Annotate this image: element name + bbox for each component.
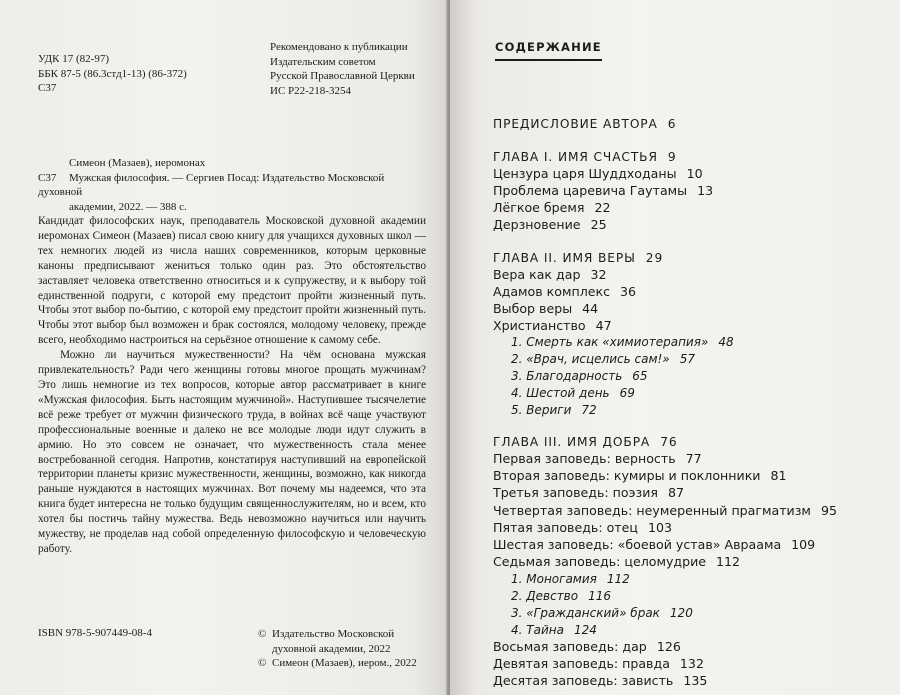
toc-entry xyxy=(493,520,672,536)
toc-title: 5. Вериги xyxy=(511,403,572,417)
toc-subentry xyxy=(511,402,597,418)
toc-subentry xyxy=(511,385,635,401)
toc-title: 3. «Гражданский» брак xyxy=(511,606,660,620)
udk-block xyxy=(38,52,187,96)
toc-title: Дерзновение xyxy=(493,217,581,232)
biblio-title: Мужская философия. — Сергиев Посад: Издательство Московской духовной xyxy=(38,171,385,198)
toc-title: Третья заповедь: поэзия xyxy=(493,485,658,500)
toc-page-number: 22 xyxy=(594,200,611,215)
left-page xyxy=(0,0,448,695)
biblio-imprint: академии, 2022. — 388 с. xyxy=(69,200,187,213)
copyright-entry xyxy=(258,627,417,656)
toc-title: Христианство xyxy=(493,318,586,333)
toc-title: Восьмая заповедь: дар xyxy=(493,639,647,654)
udk-code: УДК 17 (82-97) xyxy=(38,53,110,65)
copyright-line: духовной академии, 2022 xyxy=(272,642,391,655)
toc-entry xyxy=(493,200,611,216)
toc-subentry xyxy=(511,588,611,604)
copyright-block xyxy=(258,627,417,671)
toc-entry xyxy=(493,166,703,182)
toc-title: ПРЕДИСЛОВИЕ АВТОРА xyxy=(493,117,658,131)
recommendation-line: Рекомендовано к публикации xyxy=(270,41,408,53)
toc-title: Десятая заповедь: зависть xyxy=(493,673,674,688)
toc-page-number: 135 xyxy=(683,673,708,688)
copyright-line: Симеон (Мазаев), иером., 2022 xyxy=(272,657,417,669)
bibliographic-record xyxy=(38,156,423,214)
toc-page-number: 29 xyxy=(645,251,664,265)
toc-entry xyxy=(493,318,612,334)
toc-title: 2. Девство xyxy=(511,589,579,603)
toc-page-number: 6 xyxy=(667,117,677,131)
toc-title: 4. Шестой день xyxy=(511,386,610,400)
recommendation-number: ИС Р22-218-3254 xyxy=(270,84,351,97)
toc-page-number: 69 xyxy=(619,386,635,400)
toc-page-number: 116 xyxy=(588,589,612,603)
toc-title: ГЛАВА II. ИМЯ ВЕРЫ xyxy=(493,251,636,265)
toc-subentry xyxy=(511,351,695,367)
toc-page-number: 109 xyxy=(791,537,816,552)
toc-entry xyxy=(493,284,636,300)
toc-title: Проблема царевича Гаутамы xyxy=(493,183,688,198)
toc-entry xyxy=(493,656,704,672)
toc-title: Шестая заповедь: «боевой устав» Авраама xyxy=(493,537,782,552)
toc-title: Пятая заповедь: отец xyxy=(493,520,638,535)
toc-entry xyxy=(493,301,598,317)
toc-title: 1. Смерть как «химиотерапия» xyxy=(511,335,709,349)
toc-title: 3. Благодарность xyxy=(511,369,623,383)
toc-title: 4. Тайна xyxy=(511,623,564,637)
toc-heading: СОДЕРЖАНИЕ xyxy=(495,40,602,61)
biblio-title-line xyxy=(38,171,423,200)
toc-page-number: 132 xyxy=(679,656,704,671)
annotation-paragraph: Кандидат философских наук, преподаватель Московской духовной академии иеромонах Симеон (Мазаев) писал свою книгу для учащихся духовных школ — тех немногих людей из числа наших современников, которым церковные каноны предписывают жениться только один раз. Это обстоятельство заставляет человека ответственно относиться и к супружеству, и к выбору той единственной подруги, с которой ему предстоит пройти жизненный путь. Чтобы этот выбор по-бытию, с которой ему предстоит пройти жизненный путь. Чтобы этот выбор был возможен и брак состоялся, молодому человеку, прежде всего, необходимо настроиться на серьёзное отношение к самому себе. xyxy=(38,215,426,347)
toc-entry xyxy=(493,503,837,519)
toc-entry xyxy=(493,639,681,655)
toc-page-number: 112 xyxy=(716,554,741,569)
toc-page-number: 124 xyxy=(573,623,597,637)
toc-title: Лёгкое бремя xyxy=(493,200,585,215)
toc-page-number: 10 xyxy=(686,166,703,181)
toc-title: Вторая заповедь: кумиры и поклонники xyxy=(493,468,761,483)
toc-title: Первая заповедь: верность xyxy=(493,451,676,466)
toc-title: 2. «Врач, исцелись сам!» xyxy=(511,352,670,366)
toc-title: Четвертая заповедь: неумеренный прагматизм xyxy=(493,503,811,518)
toc-title: Вера как дар xyxy=(493,267,581,282)
toc-page-number: 120 xyxy=(669,606,693,620)
toc-entry xyxy=(493,217,607,233)
toc-chapter xyxy=(493,116,676,132)
toc-subentry xyxy=(511,334,734,350)
toc-page-number: 103 xyxy=(647,520,672,535)
toc-title: Выбор веры xyxy=(493,301,573,316)
toc-subentry xyxy=(511,571,630,587)
toc-chapter xyxy=(493,434,678,450)
toc-title: Цензура царя Шуддходаны xyxy=(493,166,677,181)
toc-title: Седьмая заповедь: целомудрие xyxy=(493,554,707,569)
biblio-author: Симеон (Мазаев), иеромонах xyxy=(69,157,206,169)
toc-subentry xyxy=(511,605,693,621)
toc-page-number: 32 xyxy=(590,267,607,282)
toc-entry xyxy=(493,485,684,501)
toc-page-number: 9 xyxy=(667,150,677,164)
toc-page-number: 47 xyxy=(595,318,612,333)
toc-page-number: 95 xyxy=(820,503,837,518)
toc-subentry xyxy=(511,368,648,384)
bbk-code: ББК 87-5 (86.3стд1-13) (86-372) xyxy=(38,67,187,80)
biblio-code: С37 xyxy=(38,171,57,184)
toc-page-number: 65 xyxy=(632,369,648,383)
toc-page-number: 81 xyxy=(770,468,787,483)
toc-page-number: 44 xyxy=(582,301,599,316)
copyright-icon: © xyxy=(258,657,267,669)
toc-chapter xyxy=(493,250,663,266)
author-sign: С37 xyxy=(38,82,57,94)
copyright-line: Издательство Московской xyxy=(272,628,395,640)
toc-entry xyxy=(493,183,713,199)
annotation xyxy=(38,214,426,557)
annotation-paragraph: Можно ли научиться мужественности? На чём основана мужская привлекательность? Ради чего женщины готовы многое прощать мужчинам? Это лишь немногие из тех вопросов, которые автор рассматривает в книге «Мужская философия. Быть настоящим мужчиной». Наступившее тысячелетие всё реже требует от мужчин физического труда, в войнах всё чаще участвуют профессиональные военные и далеко не все молодые люди идут служить в армию. Но это совсем не означает, что мужественность стала менее востребованной сегодня. Напротив, констатируя наступивший на европейской территории планеты кризис мужественности, женщины, возможно, как никогда раньше нуждаются в настоящих мужчинах. Вот почему мы надеемся, что эта книга будет интересна не только будущим священнослужителям, но и всем, кто хотел бы постичь тайну мужества. Ведь невозможно научиться или научить мужеству, не проделав над собой определенную философскую и человеческую работу. xyxy=(38,349,426,555)
recommendation-line: Русской Православной Церкви xyxy=(270,70,415,82)
isbn: ISBN 978-5-907449-08-4 xyxy=(38,627,152,639)
toc-page-number: 76 xyxy=(660,435,678,449)
toc-page-number: 126 xyxy=(656,639,681,654)
recommendation-line: Издательским советом xyxy=(270,55,376,68)
recommendation-block xyxy=(270,40,415,98)
toc-title: Адамов комплекс xyxy=(493,284,611,299)
toc-title: ГЛАВА I. ИМЯ СЧАСТЬЯ xyxy=(493,150,658,164)
toc-page-number: 112 xyxy=(606,572,630,586)
toc-entry xyxy=(493,554,740,570)
toc-title: Девятая заповедь: правда xyxy=(493,656,670,671)
toc-entry xyxy=(493,451,702,467)
toc-entry xyxy=(493,267,607,283)
toc-page-number: 25 xyxy=(590,217,607,232)
toc-page-number: 57 xyxy=(679,352,695,366)
toc-title: 1. Моногамия xyxy=(511,572,597,586)
toc-page-number: 77 xyxy=(685,451,702,466)
toc-page-number: 13 xyxy=(697,183,714,198)
copyright-entry xyxy=(258,656,417,671)
toc-chapter xyxy=(493,149,676,165)
toc-subentry xyxy=(511,622,597,638)
toc-entry xyxy=(493,468,787,484)
toc-entry xyxy=(493,673,707,689)
toc-page-number: 36 xyxy=(620,284,637,299)
toc-title: ГЛАВА III. ИМЯ ДОБРА xyxy=(493,435,651,449)
toc-page-number: 72 xyxy=(581,403,597,417)
toc-page-number: 48 xyxy=(718,335,734,349)
toc-entry xyxy=(493,537,815,553)
toc-page-number: 87 xyxy=(667,485,685,500)
copyright-icon: © xyxy=(258,628,267,640)
